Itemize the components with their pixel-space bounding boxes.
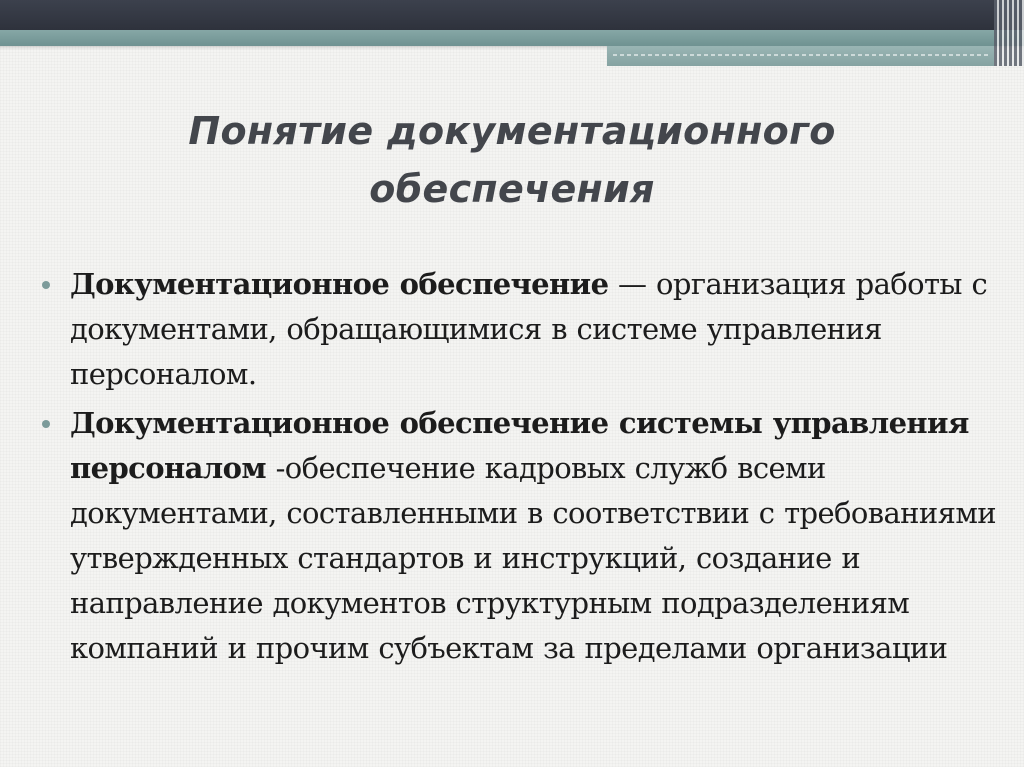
bullet-dot-icon — [42, 281, 50, 289]
slide-title-line-2: обеспечения — [369, 167, 655, 211]
header-band-dark — [0, 0, 1024, 30]
slide-title-line-1: Понятие документационного — [188, 109, 836, 153]
header-band-teal — [0, 30, 1024, 46]
bullet-term: Документационное обеспечение системы управления персоналом — [70, 406, 969, 485]
header-band-step — [607, 46, 994, 66]
bullet-item — [38, 262, 1008, 397]
header-stripes — [994, 0, 1024, 66]
slide-title — [100, 102, 924, 218]
bullet-text: -обеспечение кадровых служб всеми документами, составленными в соответствии с требованиями утвержденных стандартов и инструкций, создание и направление документов структурным подразделениям компаний и прочим субъектам за пределами организации — [70, 451, 997, 665]
bullet-text: — организация работы с документами, обращающимися в системе управления персоналом. — [70, 267, 988, 391]
bullet-term: Документационное обеспечение — [70, 267, 609, 301]
bullet-item — [38, 401, 1008, 671]
bullet-dot-icon — [42, 420, 50, 428]
bullet-list — [38, 262, 1008, 675]
